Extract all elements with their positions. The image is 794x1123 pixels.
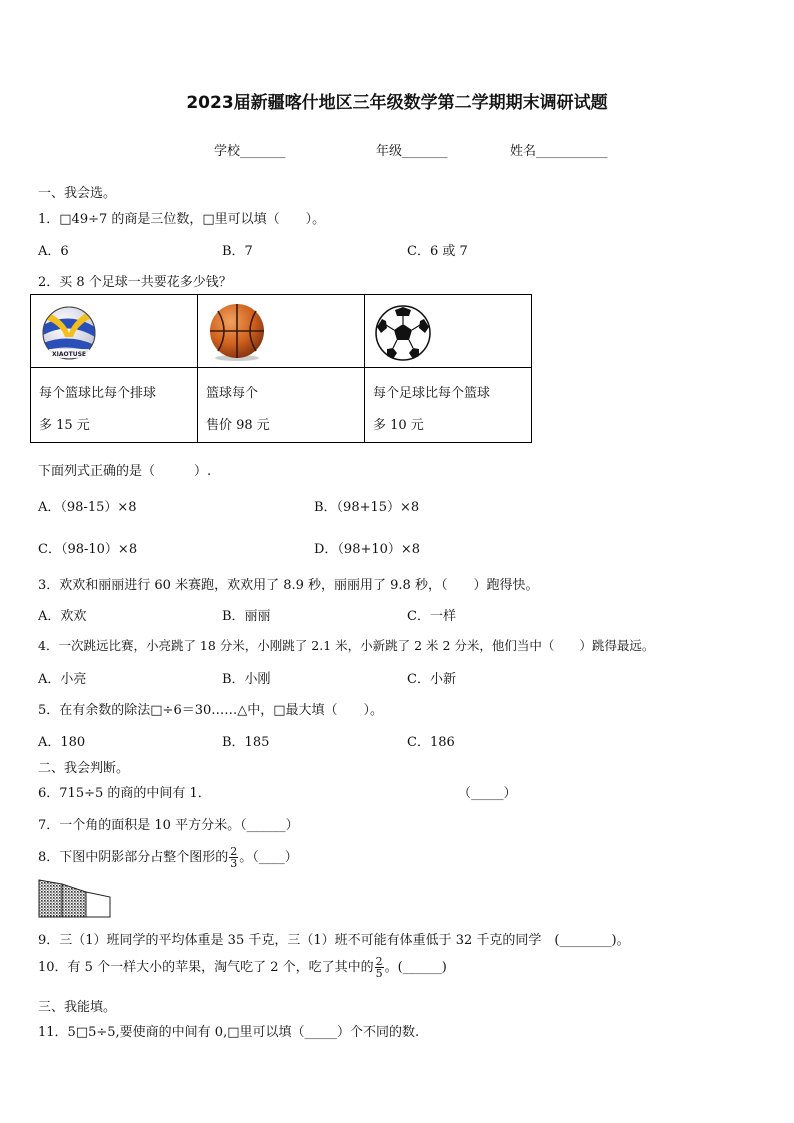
question-2: 2．买 8 个足球一共要花多少钱？ [38, 275, 232, 290]
question-5: 5．在有余数的除法□÷6＝30……△中，□最大填（ ）。 [38, 703, 384, 718]
soccer-ball-icon [373, 303, 433, 363]
table-cell-soccer [365, 295, 532, 368]
q2-option-a: A．（98-15）×8 [38, 500, 137, 515]
question-8 [38, 846, 298, 869]
cell-3-line-2: 多 10 元 [373, 418, 424, 433]
name-field: 姓名___________ [510, 144, 608, 159]
q3-option-c: C．一样 [407, 609, 456, 624]
table-cell-volleyball [31, 295, 198, 368]
q2-option-c: C．（98-10）×8 [38, 542, 138, 557]
volleyball-icon [39, 303, 99, 363]
q1-option-c: C．6 或 7 [407, 244, 468, 259]
question-9: 9．三（1）班同学的平均体重是 35 千克，三（1）班不可能有体重低于 32 千克的同学 (________)。 [38, 933, 630, 948]
q8-fraction [229, 846, 238, 869]
q5-option-a: A．180 [38, 735, 86, 750]
table-cell-text-3 [365, 368, 532, 443]
shaded-figure [38, 879, 112, 919]
table-cell-text-1 [31, 368, 198, 443]
q8-answer-blank: 。（____） [239, 850, 298, 865]
grade-field: 年级_______ [376, 144, 448, 159]
q8-fraction-numerator: 2 [230, 845, 238, 858]
q3-option-b: B．丽丽 [222, 609, 271, 624]
q10-answer-blank: 。(______) [384, 960, 447, 975]
school-field: 学校_______ [214, 144, 286, 159]
cell-3-line-1: 每个足球比每个篮球 [373, 386, 491, 401]
q8-fraction-denominator: 3 [230, 857, 238, 870]
page-title: 2023届新疆喀什地区三年级数学第二学期期末调研试题 [186, 93, 608, 113]
q2-prompt: 下面列式正确的是（ ）. [38, 464, 212, 479]
q4-option-a: A．小亮 [38, 672, 87, 687]
q1-option-a: A．6 [38, 244, 69, 259]
question-11: 11．5□5÷5,要使商的中间有 0,□里可以填（_____）个不同的数. [38, 1025, 420, 1040]
q2-option-d: D．（98+10）×8 [314, 542, 421, 557]
q10-fraction [375, 956, 384, 979]
ball-price-table [30, 294, 532, 443]
cell-2-line-2: 售价 98 元 [206, 418, 270, 433]
table-cell-basketball [198, 295, 365, 368]
question-3: 3．欢欢和丽丽进行 60 米赛跑，欢欢用了 8.9 秒，丽丽用了 9.8 秒，（ ）跑得快。 [38, 578, 539, 593]
q5-option-b: B．185 [222, 735, 270, 750]
q10-text: 10．有 5 个一样大小的苹果，淘气吃了 2 个，吃了其中的 [38, 960, 374, 975]
volleyball-brand: XIAOTUSE [52, 351, 86, 358]
q8-text: 8．下图中阴影部分占整个图形的 [38, 850, 229, 865]
q3-option-a: A．欢欢 [38, 609, 87, 624]
q4-option-c: C．小新 [407, 672, 456, 687]
q10-fraction-denominator: 5 [375, 967, 383, 980]
table-cell-text-2 [198, 368, 365, 443]
cell-2-line-1: 篮球每个 [206, 386, 259, 401]
q4-option-b: B．小刚 [222, 672, 271, 687]
section-heading-2: 二、我会判断。 [38, 761, 130, 776]
question-10 [38, 956, 447, 979]
q6-answer-blank[interactable]: （_____） [458, 786, 517, 801]
q1-option-b: B．7 [222, 244, 253, 259]
q2-option-b: B．（98+15）×8 [314, 500, 420, 515]
question-4: 4．一次跳远比赛，小亮跳了 18 分米，小刚跳了 2.1 米，小新跳了 2 米 2 分米，他们当中（ ）跳得最远。 [38, 638, 655, 653]
section-heading-1: 一、我会选。 [38, 186, 117, 201]
question-7: 7．一个角的面积是 10 平方分米。（______） [38, 818, 299, 833]
cell-1-line-1: 每个篮球比每个排球 [39, 386, 157, 401]
basketball-icon [206, 301, 268, 363]
cell-1-line-2: 多 15 元 [39, 418, 90, 433]
q10-fraction-numerator: 2 [375, 955, 383, 968]
q5-option-c: C．186 [407, 735, 455, 750]
section-heading-3: 三、我能填。 [38, 1000, 117, 1015]
question-6: 6．715÷5 的商的中间有 1． [38, 786, 211, 801]
question-1: 1．□49÷7 的商是三位数，□里可以填（ ）。 [38, 212, 326, 227]
